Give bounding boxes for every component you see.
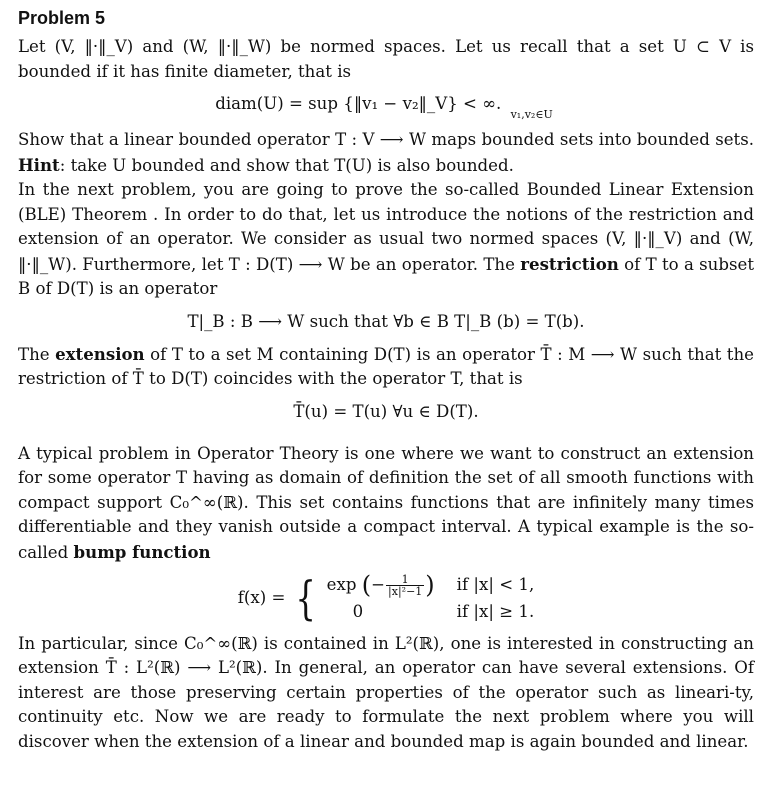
hint-label: Hint [18, 154, 60, 175]
exp-fraction: $\frac{1}{\text{|x|²−1}}$ [388, 572, 423, 599]
typical-text: A typical problem in Operator Theory is one where we want to construct an extension for some operator T having as domain of definition the set of all smooth functions with compact support C₀^∞(ℝ). This set contains functions that are infinitely many times differentiable and they vanish outside a compact interval. A typical example is the so-called [18, 443, 754, 562]
intro-paragraph: Let (V, ‖·‖_V) and (W, ‖·‖_W) be normed spaces. Let us recall that a set U ⊂ V is bounded if it has finite diameter, that is [18, 37, 754, 81]
task-text: Show that a linear bounded operator T : V ⟶ W maps bounded sets into bounded sets. [18, 130, 754, 150]
extension-start: The [18, 344, 56, 364]
extension-formula: T̄(u) = T(u) ∀u ∈ D(T). [293, 401, 479, 421]
hint-text: : take U bounded and show that T(U) is also bounded. [59, 155, 514, 175]
ble-paragraph [18, 178, 754, 302]
diam-formula [18, 92, 754, 120]
sup-subscript: v₁,v₂∈U [510, 108, 553, 122]
case2-expression: 0 [352, 601, 364, 621]
extension-term: extension [55, 343, 145, 364]
extension-end: of T to a set M containing D(T) is an operator T̄ : M ⟶ W such that the restriction of T̄ to D(T) coincides with the operator T, that is [18, 344, 754, 389]
case1-condition: if |x| < 1, [456, 575, 535, 595]
sup-operator [511, 107, 553, 120]
piecewise-cases [327, 573, 535, 624]
restriction-term: restriction [520, 253, 619, 274]
case2-condition: if |x| ≥ 1. [456, 601, 535, 621]
task-paragraph [18, 128, 754, 178]
diam-formula-text: diam(U) = sup {‖v₁ − v₂‖_V} < ∞. [215, 94, 502, 113]
extension-paragraph [18, 342, 754, 392]
piecewise-lhs: f(x) = [237, 588, 286, 608]
left-brace: { [295, 571, 317, 626]
case1-expression: exp (− $\frac{1}{\text{|x|²−1}}$ ) [326, 571, 435, 600]
problem-title: Problem 5 [18, 8, 106, 28]
bump-function-term: bump function [73, 541, 211, 562]
ble-intro-start: In the next problem, you are going to prove the so-called Bounded Linear Extension (BLE) Theorem . In order to do that, let us introduce the notions of the restriction and extension of an operator. We consider as usual two normed spaces (V, ‖·‖_V) and (W, ‖·‖_W). Furthermore, let T : D(T) ⟶ W be an operator. The [18, 180, 754, 274]
typical-paragraph [18, 442, 754, 566]
bump-function-formula [18, 573, 754, 624]
piecewise-definition [238, 573, 534, 624]
restriction-formula: T|_B : B ⟶ W such that ∀b ∈ B T|_B (b) = T(b). [187, 311, 585, 331]
final-paragraph: In particular, since C₀^∞(ℝ) is contained in L²(ℝ), one is interested in constructing an extension T̄ : L²(ℝ) ⟶ L²(ℝ). In general, an operator can have several extensions. Of interest are those preserving certain properties of the operator such as lineari-ty, continuity etc. Now we are ready to formulate the next problem where you will discover when the extension of a linear and bounded map is again bounded and linear. [18, 633, 754, 751]
ble-intro-end: of T to a subset B of D(T) is an operator [18, 254, 754, 299]
